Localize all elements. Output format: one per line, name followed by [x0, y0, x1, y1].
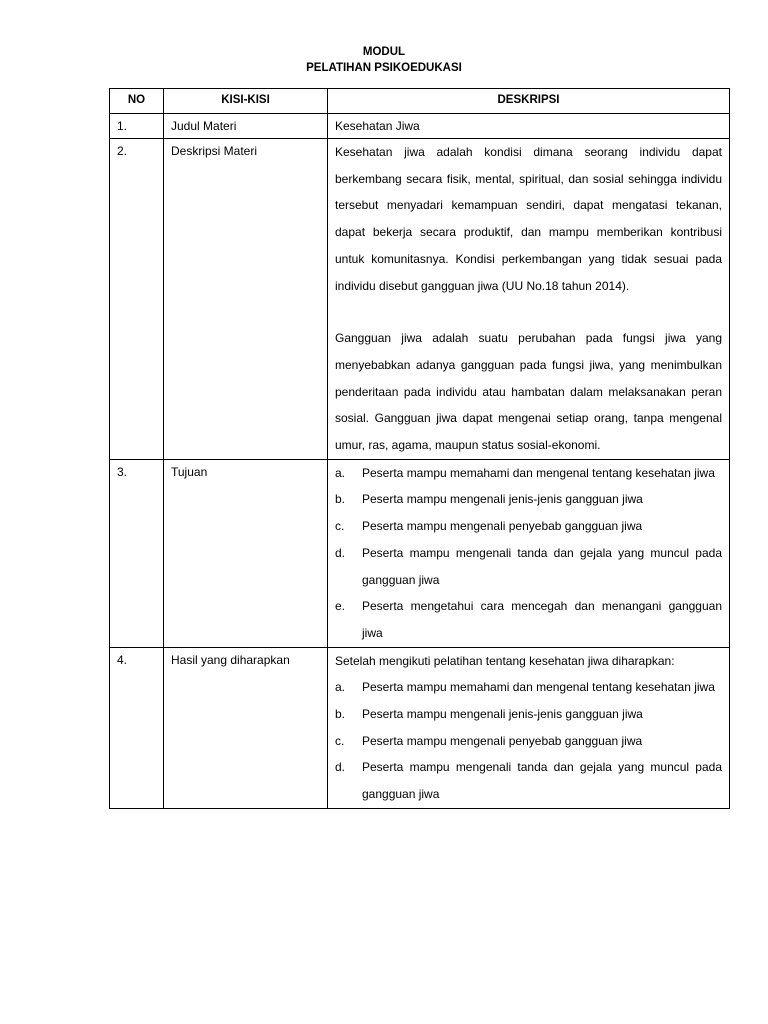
list-text: Peserta mengetahui cara mencegah dan menangani gangguan jiwa: [362, 599, 722, 640]
row-kisi: Judul Materi: [164, 114, 328, 139]
outcome-list: [335, 674, 722, 808]
header-deskripsi: DESKRIPSI: [328, 89, 730, 114]
table-header-row: [110, 89, 730, 114]
row-desc: Kesehatan Jiwa: [328, 114, 730, 139]
table-row: [110, 114, 730, 139]
table-row: [110, 139, 730, 460]
list-item: [335, 593, 722, 646]
row-no: 2.: [110, 139, 164, 460]
header-kisi: KISI-KISI: [164, 89, 328, 114]
list-item: [335, 674, 722, 701]
list-text: Peserta mampu memahami dan mengenal tentang kesehatan jiwa: [362, 680, 715, 695]
list-item: [335, 460, 722, 487]
row-desc: [328, 459, 730, 647]
list-marker: b.: [335, 707, 346, 722]
list-item: [335, 540, 722, 593]
row-desc: [328, 139, 730, 460]
title-line-1: MODUL: [362, 46, 406, 58]
table-row: [110, 459, 730, 647]
list-item: [335, 754, 722, 807]
desc-paragraph: Gangguan jiwa adalah suatu perubahan pada fungsi jiwa yang menyebabkan adanya gangguan pada fungsi jiwa, yang menimbulkan penderitaan pada individu atau hambatan dalam melaksanakan peran sosial. Gangguan jiwa dapat mengenai setiap orang, tanpa mengenal umur, ras, agama, maupun status sosial-ekonomi.: [335, 331, 722, 453]
list-text: Peserta mampu mengenali jenis-jenis gangguan jiwa: [362, 707, 643, 722]
list-text: Peserta mampu mengenali tanda dan gejala yang muncul pada gangguan jiwa: [362, 545, 722, 587]
document-title: [0, 44, 768, 76]
table-row: [110, 647, 730, 808]
row-kisi: Deskripsi Materi: [164, 139, 328, 460]
list-marker: c.: [335, 519, 345, 534]
row-no: 1.: [110, 114, 164, 139]
list-marker: e.: [335, 599, 346, 614]
list-text: Peserta mampu memahami dan mengenal tentang kesehatan jiwa: [362, 465, 715, 480]
list-item: [335, 701, 722, 728]
row-kisi: Hasil yang diharapkan: [164, 647, 328, 808]
objective-list: [335, 460, 722, 647]
list-text: Peserta mampu mengenali jenis-jenis gangguan jiwa: [362, 492, 643, 507]
header-no: NO: [110, 89, 164, 114]
list-marker: c.: [335, 733, 345, 748]
list-item: [335, 728, 722, 755]
module-table: [109, 88, 730, 809]
row-no: 4.: [110, 647, 164, 808]
list-item: [335, 486, 722, 513]
row-no: 3.: [110, 459, 164, 647]
list-item: [335, 513, 722, 540]
title-line-2: PELATIHAN PSIKOEDUKASI: [306, 62, 462, 74]
list-marker: b.: [335, 492, 346, 507]
desc-intro: Setelah mengikuti pelatihan tentang kesehatan jiwa diharapkan:: [335, 653, 675, 668]
list-text: Peserta mampu mengenali penyebab gangguan jiwa: [362, 733, 643, 748]
row-kisi: Tujuan: [164, 459, 328, 647]
list-text: Peserta mampu mengenali tanda dan gejala yang muncul pada gangguan jiwa: [362, 760, 722, 802]
desc-paragraph: Kesehatan jiwa adalah kondisi dimana seorang individu dapat berkembang secara fisik, mental, spiritual, dan sosial sehingga individu tersebut menyadari kemampuan sendiri, dapat mengatasi tekanan, dapat bekerja secara produktif, dan mampu memberikan kontribusi untuk komunitasnya. Kondisi perkembangan yang tidak sesuai pada individu disebut gangguan jiwa (UU No.18 tahun 2014).: [335, 145, 722, 293]
list-marker: a.: [335, 680, 346, 695]
list-marker: a.: [335, 465, 346, 480]
list-marker: d.: [335, 545, 346, 560]
list-text: Peserta mampu mengenali penyebab gangguan jiwa: [362, 519, 643, 534]
list-marker: d.: [335, 760, 346, 775]
row-desc: [328, 647, 730, 808]
